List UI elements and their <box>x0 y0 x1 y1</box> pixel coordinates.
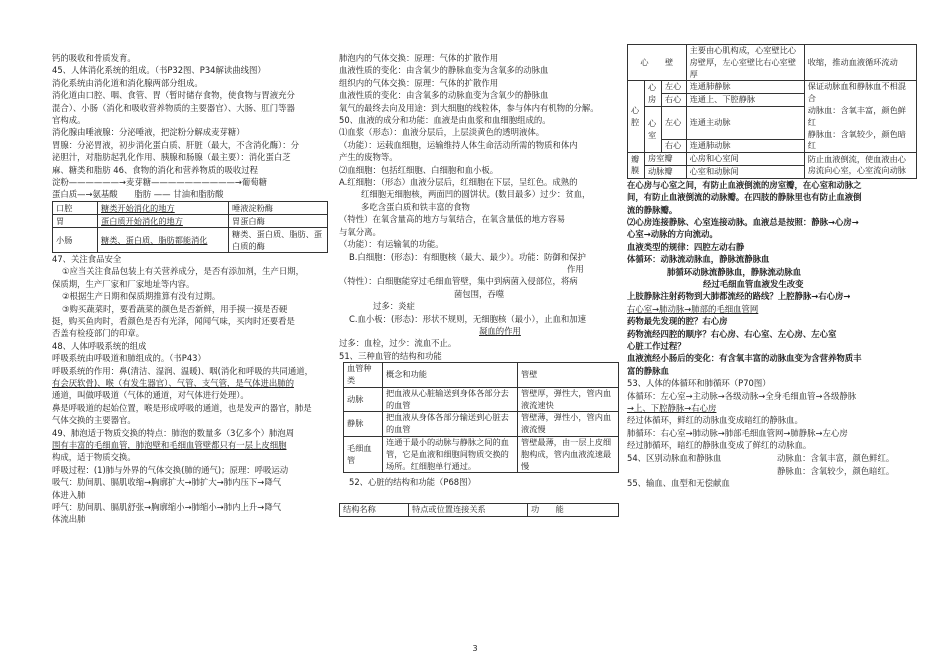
text-line: 消化腺由唾液腺：分泌唾液，把淀粉分解成麦芽糖） <box>52 127 245 138</box>
text-line: 静脉血：含氧较少，颜色暗红。 <box>777 465 895 476</box>
table-cell: 连通肺动脉 <box>686 140 804 153</box>
text-line: 右心室→肺动脉→肺部的毛细血管网 <box>627 303 759 314</box>
page-number: 3 <box>472 644 478 653</box>
table-row <box>53 214 328 227</box>
text-line: 血液性质的变化：由含氧多的动脉血变为含氧少的静脉血 <box>339 90 549 101</box>
text-line: 药物流经四腔的顺序？右心房、右心室、左心房、左心室 <box>627 328 837 339</box>
text-line: 保质期，生产厂家和厂家地址等内容。 <box>52 278 195 289</box>
table-header-cell: 特点或位置连接关系 <box>409 503 528 516</box>
text-line: 构成，适于物质交换。 <box>52 452 136 463</box>
text-line: →上、下腔静脉→右心房 <box>627 403 717 414</box>
text-line: 作用 <box>567 263 584 274</box>
digestion-flow: 淀粉——————→麦芽糖——————————→葡萄糖 <box>52 177 268 188</box>
table-cell: 主要由心肌构成，心室壁比心房壁厚，左心室壁比右心室壁厚 <box>686 45 804 81</box>
text-line: 消化道由口腔、咽、食管、胃（暂时储存食物，使食物与胃液充分 <box>52 90 295 101</box>
text-line: ②根据生产日期和保质期推算有没有过期。 <box>62 291 221 302</box>
text-line: ⑵心房连接静脉、心室连接动脉。血液总是按照：静脉→心房→ <box>627 216 859 227</box>
section-heading: 52、心脏的结构和功能（P68图） <box>349 477 476 488</box>
text-line: 富的静脉血 <box>627 365 669 376</box>
table-header-row <box>344 363 619 388</box>
table-header-cell: 血管种类 <box>344 363 383 388</box>
text-line: 官构成。 <box>52 115 86 126</box>
text-line: 过多：血栓，过少：流血不止。 <box>339 338 457 349</box>
table-cell: 心房和心室间 <box>686 153 804 166</box>
digestion-table <box>52 201 328 253</box>
text-line: 经过毛细血管血液发生改变 <box>703 279 804 290</box>
text-line: 经过体循环，鲜红的动脉血变成暗红的静脉血。 <box>627 415 803 426</box>
text-line: 混合）、小肠（消化和吸收营养物质的主要器官）、大肠、肛门等器 <box>52 102 295 113</box>
cell-text: 动脉血：含氧丰富，颜色鲜红 <box>807 104 906 127</box>
table-cell: 毛细血管 <box>344 436 383 472</box>
text-line: 泌胆汁，对脂肪起乳化作用、胰腺和肠腺（最主要）：消化蛋白芝 <box>52 152 291 163</box>
text-line: 心脏工作过程？ <box>627 341 686 352</box>
text-line: 体循环：动脉流动脉血，静脉流静脉血 <box>627 254 770 265</box>
text-line: （功能）：运载血细胞，运输维持人体生命活动所需的物质和体内 <box>339 139 578 150</box>
table-cell: 管壁厚，弹性大，管内血液流速快 <box>518 387 619 412</box>
section-heading: 48、人体呼吸系统的组成 <box>52 340 147 351</box>
text-line: 凝血的作用 <box>479 325 521 336</box>
text-line: ⑵血细胞：包括红细胞、白细胞和血小板。 <box>339 164 499 175</box>
text-line: ①应当关注食品包装上有关营养成分，是否有添加剂，生产日期， <box>62 266 305 277</box>
table-header-cell: 概念和功能 <box>383 363 518 388</box>
table-header-cell: 管壁 <box>518 363 619 388</box>
text-line: 血液流经小肠后的变化：有含氧丰富的动脉血变为含营养物质丰 <box>627 353 862 364</box>
text-line: 血液性质的变化：由含氧少的静脉血变为含氧多的动脉血 <box>339 65 549 76</box>
text-line: 呼吸过程：(1)肺与外界的气体交换(肺的通气)；原理：呼吸运动 <box>52 464 289 475</box>
text-line: 呼吸系统由呼吸道和肺组成的。（书P43） <box>52 353 206 364</box>
table-row <box>628 45 917 81</box>
table-cell: 心室 <box>644 106 661 152</box>
table-cell: 管壁薄，弹性小，管内血液流慢 <box>518 412 619 437</box>
column-left <box>52 52 328 526</box>
text-line: 氧气的最终去向及用途：到大细胞的线粒体，参与体内有机物的分解。 <box>339 102 599 113</box>
cell-text: 静脉血：含氧较少，颜色暗红 <box>807 128 906 151</box>
text-line: 经过肺循环，暗红的静脉血变成了鲜红的动脉血。 <box>627 440 812 451</box>
section-heading: 45、人体消化系统的组成。（书P32图、P34解读曲线图） <box>52 65 266 76</box>
table-cell: 胃 <box>53 214 98 227</box>
text-line: 上肢静脉注射药物到大肺都流经的路线？上腔静脉→右心房→ <box>627 291 851 302</box>
text-line: 血液类型的规律：四腔左动右静 <box>627 241 745 252</box>
text-line: 钙的吸收和骨质发育。 <box>52 53 136 63</box>
text-line: 有会厌软骨)、喉（有发生器官）、气管、支气管，是气体进出肺的 <box>52 377 294 388</box>
table-cell: 糖类、蛋白质、脂肪、蛋白质的酶 <box>229 227 328 252</box>
table-cell: 唾液淀粉酶 <box>229 201 328 214</box>
text-line: 体流出肺 <box>52 514 86 525</box>
table-cell: 管壁最薄，由一层上皮细胞构成，管内血液流速最慢 <box>518 436 619 472</box>
text-line: 否盖有检疫部门的印章。 <box>52 328 145 339</box>
text-line: 气体交换的主要器官。 <box>52 415 136 426</box>
text-line: 呼气：肋间肌、膈肌舒张→胸廓缩小→肺缩小→肺内上升→降气 <box>52 502 282 512</box>
table-row <box>344 436 619 472</box>
cell-text: 保证动脉血和静脉血不相混合 <box>807 81 906 104</box>
text-line: 麻、糖类和脂肪 46、食物的消化和营养物质的吸收过程 <box>52 164 258 175</box>
heart-structure-table <box>627 44 917 179</box>
section-heading: 50、血液的成分和功能：血液是由血浆和血细胞组成的。 <box>339 115 551 126</box>
text-line: ⑴血浆（形态）：血液分层后，上层淡黄色的透明液体。 <box>339 127 545 138</box>
section-heading: 51、三种血管的结构和功能 <box>339 350 442 361</box>
text-line: 多吃含蛋白质和铁丰富的食物 <box>361 201 470 212</box>
table-cell: 心房 <box>644 81 661 107</box>
table-cell: 连通于最小的动脉与静脉之间的血管，它是血液和细胞间物质交换的场所。红细胞单行通过。 <box>383 436 518 472</box>
section-heading: 54、区别动脉血和静脉血 <box>627 452 722 463</box>
text-line: 红细胞无细胞核，两面凹的圆饼状。(数目最多）过少：贫血， <box>361 189 591 200</box>
table-cell: 心腔 <box>628 81 645 153</box>
section-heading: 47、关注食品安全 <box>52 253 122 264</box>
table-row <box>53 227 328 252</box>
table-cell: 右心 <box>661 94 686 107</box>
text-line: （特性）：白细胞能穿过毛细血管壁，集中到病菌入侵部位，将病 <box>339 276 578 287</box>
text-line: ③购买蔬菜时，要看蔬菜的颜色是否新鲜，用手摸一摸是否硬 <box>62 303 288 314</box>
table-cell: 连通主动脉 <box>686 106 804 139</box>
text-line: 组织内的气体交换：原理：气体的扩散作用 <box>339 77 499 88</box>
table-cell: 瓣膜 <box>628 153 645 179</box>
text-line: （特性）在氧含量高的地方与氧结合，在氧含量低的地方容易 <box>339 214 566 225</box>
table-row <box>628 153 917 166</box>
table-cell: 把血液从心脏输送到身体各部分去的血管 <box>383 387 518 412</box>
table-cell: 连通肺静脉 <box>686 81 804 94</box>
table-header-cell: 结构名称 <box>340 503 409 516</box>
table-cell: 把血液从身体各部分输送到心脏去的血管 <box>383 412 518 437</box>
text-line: 体进入肺 <box>52 489 86 500</box>
text-line: 药物最先发现的腔？右心房 <box>627 316 728 327</box>
text-line: 挺，购买鱼肉时，看颜色是否有光泽，闻闻气味，买肉时还要看是 <box>52 315 295 326</box>
text-line: 通道，叫做呼吸道（气体的通道，对气体进行处理）。 <box>52 390 249 401</box>
table-cell: 糖类开始消化的地方 <box>98 201 229 214</box>
text-line: 围有丰富的毛细血管，肺泡壁和毛细血管壁都只有一层上皮细胞 <box>52 439 287 450</box>
column-right <box>627 44 917 489</box>
table-cell: 右心 <box>661 140 686 153</box>
table-header-row <box>340 503 619 516</box>
text-line: B.白细胞：(形态)：有细胞核（最大、最少）。功能：防御和保护 <box>349 251 586 262</box>
text-line: 消化系统由消化道和消化腺两部分组成。 <box>52 77 203 88</box>
table-cell: 防止血液倒流，使血液由心房流向心室，心室流向动脉 <box>804 153 916 179</box>
text-line: 间，有防止血液倒流的动脉瓣。在四肢的静脉里也有防止血液倒 <box>627 192 862 203</box>
table-cell: 口腔 <box>53 201 98 214</box>
table-cell: 小肠 <box>53 227 98 252</box>
column-middle <box>339 52 619 517</box>
table-cell: 心 壁 <box>628 45 687 81</box>
section-heading: 49、肺泡适于物质交换的特点：肺泡的数量多（3亿多个）肺泡周 <box>52 427 295 438</box>
text-line: C.血小板：(形态)：形状不规则，无细胞核（最小），止血和加速 <box>349 313 586 324</box>
table-cell: 胃蛋白酶 <box>229 214 328 227</box>
table-cell: 左心 <box>661 81 686 94</box>
table-cell: 糖类、蛋白质、脂肪都能消化 <box>98 227 229 252</box>
text-line: 菌包围，吞噬 <box>453 288 505 299</box>
text-line: 胃腺：分泌胃液，初步消化蛋白质、肝脏（最大，不含消化酶）：分 <box>52 139 300 150</box>
table-cell: 动脉 <box>344 387 383 412</box>
table-row <box>344 412 619 437</box>
digestion-flow: 蛋白质—→氨基酸 脂肪 —— 甘油和脂肪酸 <box>52 189 224 200</box>
text-line: 动脉血：含氧丰富，颜色鲜红。 <box>777 453 895 464</box>
section-heading: 55、输血、血型和无偿献血 <box>627 477 730 488</box>
text-line: A.红细胞：（形态）血液分层后，红细胞在下层，呈红色。成熟的 <box>339 177 578 188</box>
heart-structure-header-table <box>339 503 619 517</box>
text-line: 呼吸系统的作用：鼻(清洁、湿润、温暖)、咽(消化和呼吸的共同通道， <box>52 365 314 376</box>
table-row <box>344 387 619 412</box>
table-row <box>628 81 917 94</box>
table-cell: 心室和动脉间 <box>686 165 804 178</box>
section-heading: 53、人体的体循环和肺循环（P70图） <box>627 378 771 389</box>
table-cell <box>804 81 916 153</box>
text-line: 与氧分离。 <box>339 226 381 237</box>
text-line: （功能）：有运输氧的功能。 <box>339 239 444 250</box>
table-cell: 蛋白质开始消化的地方 <box>98 214 229 227</box>
text-line: 肺循环：右心室→肺动脉→肺部毛细血管网→肺静脉→左心房 <box>627 427 848 438</box>
table-header-cell: 功 能 <box>528 503 619 516</box>
text-line: 产生的废物等。 <box>339 152 398 163</box>
text-line: 在心房与心室之间，有防止血液倒流的房室瓣，在心室和动脉之 <box>627 179 862 190</box>
table-cell: 左心 <box>661 106 686 139</box>
text-line: 心室→动脉的方向流动。 <box>627 229 718 240</box>
text-line: 吸气：肋间肌、膈肌收缩→胸廓扩大→肺扩大→肺内压下→降气 <box>52 477 282 488</box>
table-cell: 连通上、下腔静脉 <box>686 94 804 107</box>
table-row <box>53 201 328 214</box>
text-line: 过多：炎症 <box>373 301 415 312</box>
table-cell: 静脉 <box>344 412 383 437</box>
text-line: 肺循环动脉流静脉血，静脉流动脉血 <box>667 266 801 277</box>
text-line: 体循环：左心室→主动脉→各级动脉→全身毛细血管→各级静脉 <box>627 390 857 401</box>
table-cell: 房室瓣 <box>644 153 686 166</box>
text-line: 鼻是呼吸道的起始位置，喉是形成呼吸的通道，也是发声的器官，肺是 <box>52 402 312 413</box>
blood-vessel-table <box>343 362 619 473</box>
table-cell: 收缩，推动血液循环流动 <box>804 45 916 81</box>
table-cell: 动脉瓣 <box>644 165 686 178</box>
text-line: 肺泡内的气体交换：原理：气体的扩散作用 <box>339 53 499 63</box>
text-line: 流的静脉瓣。 <box>627 204 678 215</box>
